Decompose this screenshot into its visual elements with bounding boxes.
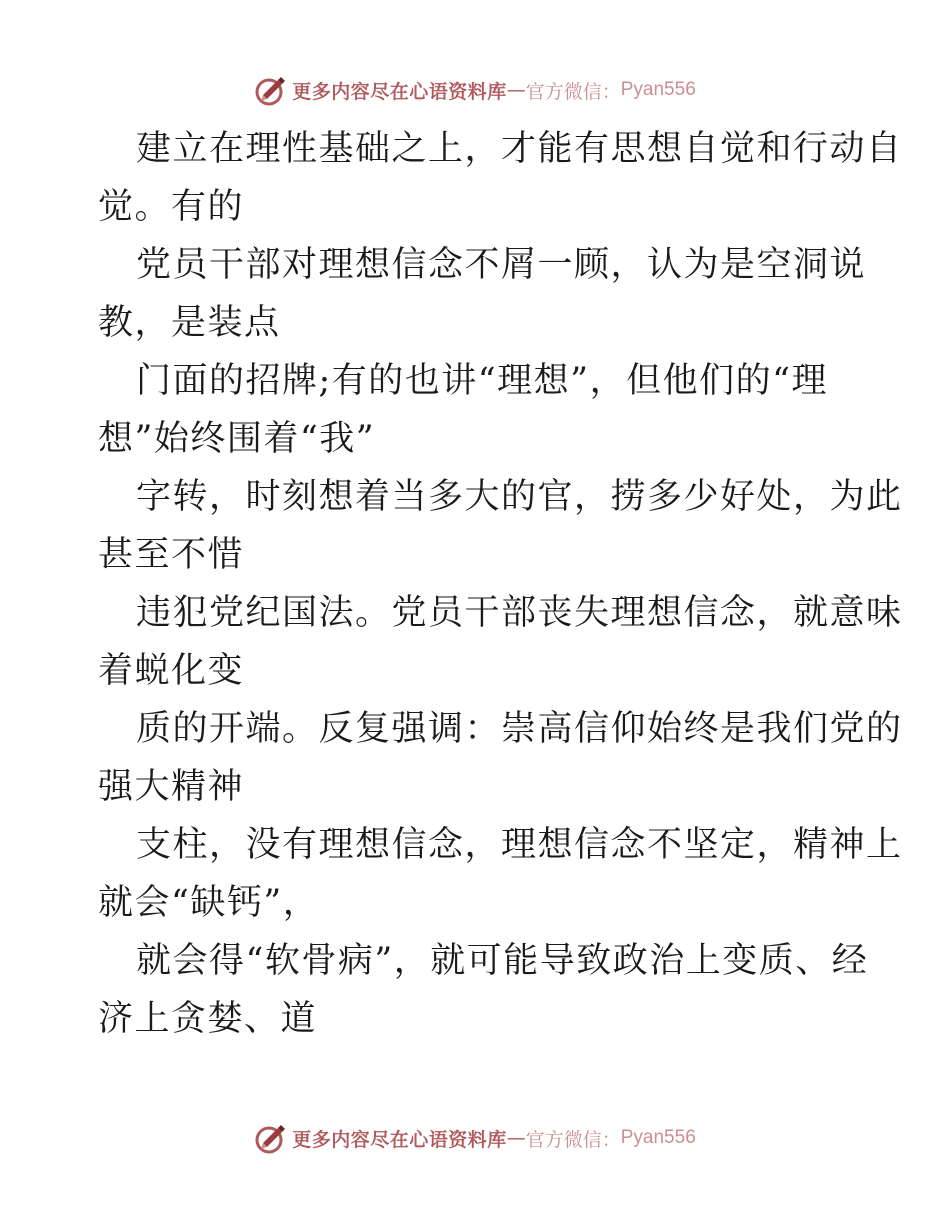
banner-wechat-id: Pyan556 (620, 1127, 696, 1148)
header-banner (0, 70, 950, 110)
banner-separator: — (506, 79, 526, 101)
banner-separator: — (506, 1127, 526, 1149)
pen-logo-icon (254, 73, 288, 107)
paragraph (98, 468, 903, 584)
banner-wechat-id: Pyan556 (620, 79, 696, 100)
paragraph-line: 违犯党纪国法。党员干部丧失理想信念，就意味 (136, 593, 903, 633)
paragraph-line: 门面的招牌;有的也讲“理想”，但他们的“理 (136, 361, 828, 401)
paragraph-line: 就会“缺钙”， (98, 883, 320, 923)
paragraph-line: 字转，时刻想着当多大的官，捞多少好处，为此 (136, 477, 903, 517)
banner-wechat-label: 官方微信： (525, 1128, 621, 1151)
paragraph-line: 教，是装点 (98, 303, 281, 343)
paragraph-line: 着蜕化变 (98, 651, 245, 691)
paragraph (98, 120, 903, 236)
paragraph-line: 济上贪婪、道 (98, 999, 318, 1039)
paragraph (98, 236, 867, 352)
paragraph (98, 352, 858, 468)
paragraph-line: 就会得“软骨病”，就可能导致政治上变质、经 (136, 941, 869, 981)
paragraph-line: 支柱，没有理想信念，理想信念不坚定，精神上 (136, 825, 903, 865)
paragraph-line: 党员干部对理想信念不屑一顾，认为是空洞说 (136, 245, 867, 285)
footer-banner (0, 1118, 950, 1158)
paragraph-line: 建立在理性基础之上，才能有思想自觉和行动自 (136, 129, 903, 169)
paragraph-line: 甚至不惜 (98, 535, 245, 575)
paragraph (98, 700, 903, 816)
paragraph (98, 584, 903, 700)
paragraph (98, 932, 869, 1048)
document-body (98, 120, 903, 1048)
paragraph-line: 质的开端。反复强调：崇高信仰始终是我们党的 (136, 709, 903, 749)
pen-logo-icon (254, 1121, 288, 1155)
paragraph-line: 强大精神 (98, 767, 245, 807)
paragraph-line: 觉。有的 (98, 187, 245, 227)
banner-title: 更多内容尽在心语资料库 (292, 80, 507, 103)
paragraph-line: 想”始终围着“我” (98, 419, 376, 459)
paragraph (98, 816, 903, 932)
banner-title: 更多内容尽在心语资料库 (292, 1128, 507, 1151)
banner-wechat-label: 官方微信： (525, 80, 621, 103)
